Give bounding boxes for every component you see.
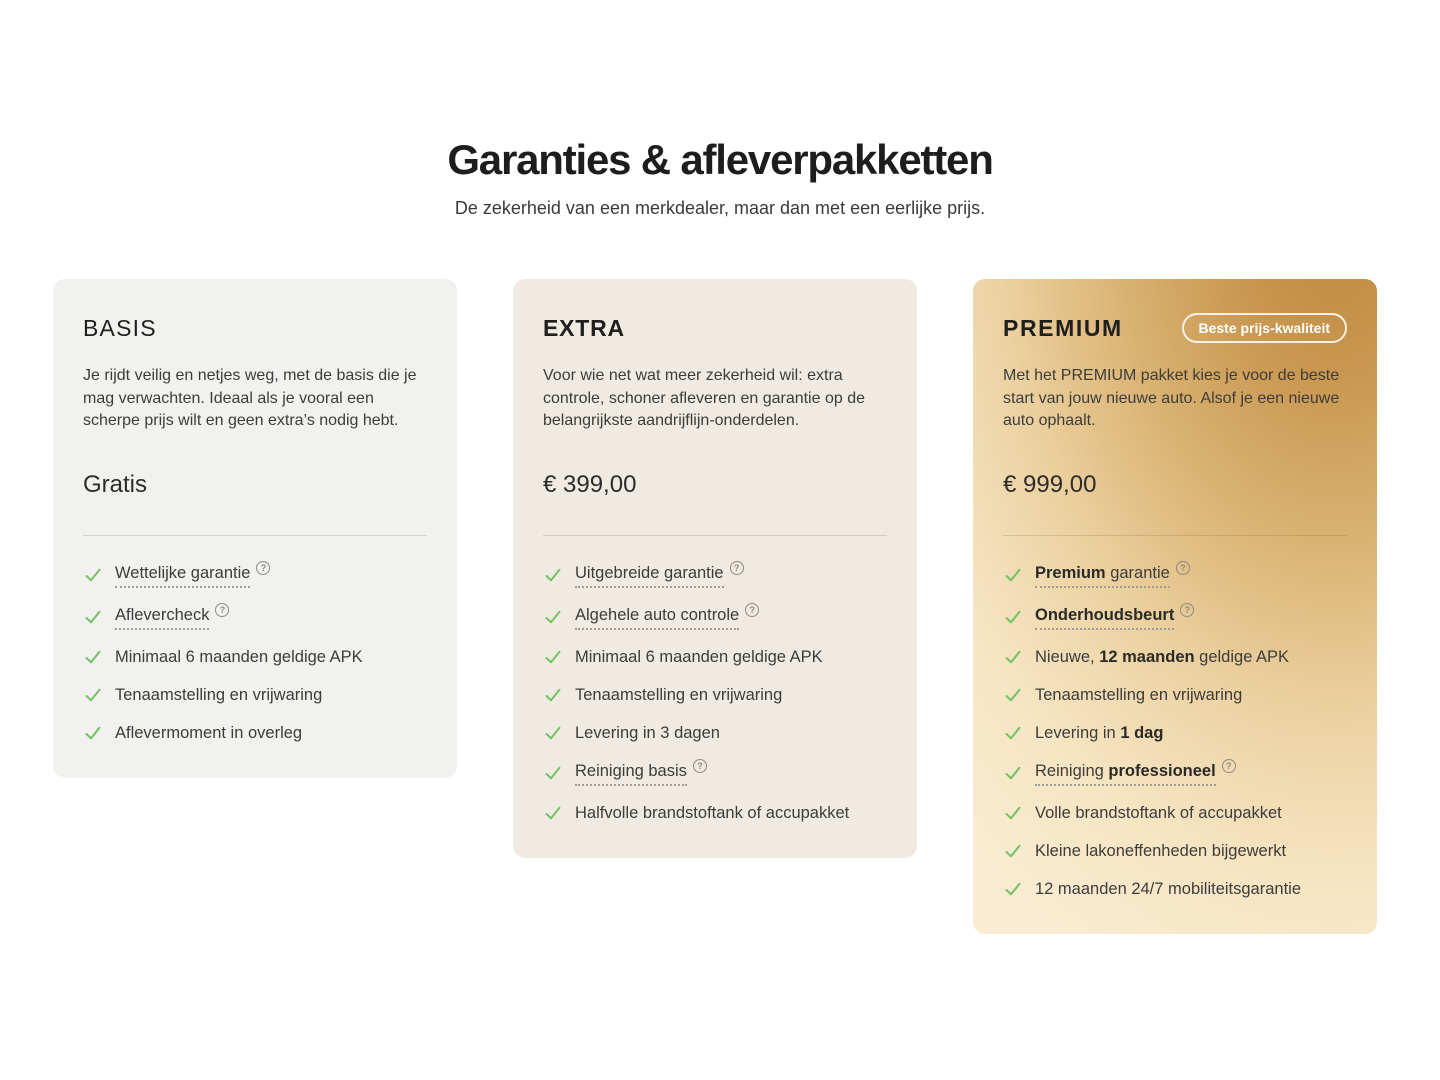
check-icon (83, 723, 103, 743)
feature-text (115, 722, 302, 744)
feature-item (83, 604, 427, 630)
feature-list (1003, 562, 1347, 900)
feature-text-segment: Kleine lakoneffenheden bijgewerkt (1035, 841, 1287, 860)
feature-item (83, 562, 427, 588)
help-icon[interactable]: ? (1176, 561, 1190, 575)
feature-item (1003, 604, 1347, 630)
check-icon (1003, 841, 1023, 861)
card-description: Met het PREMIUM pakket kies je voor de beste start van jouw nieuwe auto. Alsof je een nieuwe auto ophaalt. (1003, 367, 1340, 429)
feature-item (1003, 878, 1347, 900)
feature-text-segment: Reiniging basis (575, 761, 687, 780)
check-icon (1003, 723, 1023, 743)
feature-item (543, 562, 887, 588)
divider (543, 535, 887, 536)
feature-term-tooltip[interactable] (115, 562, 250, 588)
feature-text-segment: Levering in (1035, 723, 1121, 742)
feature-term-tooltip[interactable] (115, 604, 209, 630)
feature-item (543, 802, 887, 824)
feature-text-segment: garantie (1105, 563, 1170, 582)
feature-item (1003, 562, 1347, 588)
feature-item (1003, 760, 1347, 786)
feature-list (83, 562, 427, 744)
feature-item (543, 604, 887, 630)
check-icon (83, 685, 103, 705)
card-header (1003, 313, 1347, 343)
feature-text-segment: Halfvolle brandstoftank of accupakket (575, 803, 850, 822)
check-icon (543, 607, 563, 627)
feature-item (543, 684, 887, 706)
feature-text-segment: Wettelijke garantie (115, 563, 251, 582)
feature-text (1035, 684, 1242, 706)
feature-text-segment: Volle brandstoftank of accupakket (1035, 803, 1282, 822)
feature-text (1035, 722, 1163, 744)
feature-text-segment: Reiniging (1035, 761, 1109, 780)
feature-text (115, 646, 363, 668)
feature-text-segment: geldige APK (1194, 647, 1290, 666)
check-icon (543, 763, 563, 783)
feature-text-segment: 12 maanden 24/7 mobiliteitsgarantie (1035, 879, 1302, 898)
package-card-premium (973, 279, 1377, 934)
card-header (543, 313, 887, 343)
feature-item (83, 722, 427, 744)
card-description: Je rijdt veilig en netjes weg, met de basis die je mag verwachten. Ideaal als je vooral een scherpe prijs wilt en geen extra’s nodig hebt. (83, 367, 417, 429)
feature-text (1035, 840, 1286, 862)
feature-text-segment: Minimaal 6 maanden geldige APK (575, 647, 823, 666)
check-icon (543, 647, 563, 667)
help-icon[interactable]: ? (1180, 603, 1194, 617)
package-card-extra (513, 279, 917, 858)
check-icon (1003, 803, 1023, 823)
feature-bold-text: professioneel (1108, 761, 1216, 780)
feature-bold-text: 1 dag (1120, 723, 1164, 742)
divider (83, 535, 427, 536)
card-title-premium: PREMIUM (1003, 314, 1123, 341)
feature-term-tooltip[interactable] (1035, 604, 1174, 630)
feature-text (1035, 646, 1289, 668)
package-card-basis (53, 279, 457, 778)
help-icon[interactable]: ? (1222, 759, 1236, 773)
card-price: € 399,00 (543, 470, 637, 498)
check-icon (1003, 607, 1023, 627)
feature-text-segment: Levering in 3 dagen (575, 723, 720, 742)
card-title-basis: BASIS (83, 314, 157, 341)
feature-item (543, 722, 887, 744)
feature-text (1035, 802, 1282, 824)
help-icon[interactable]: ? (730, 561, 744, 575)
check-icon (1003, 647, 1023, 667)
feature-text (1035, 878, 1301, 900)
feature-item (83, 684, 427, 706)
feature-term-tooltip[interactable] (1035, 760, 1216, 786)
check-icon (543, 803, 563, 823)
feature-text (575, 722, 720, 744)
check-icon (83, 565, 103, 585)
feature-text (575, 646, 823, 668)
feature-item (1003, 840, 1347, 862)
card-price: € 999,00 (1003, 470, 1097, 498)
feature-term-tooltip[interactable] (575, 604, 739, 630)
feature-text-segment: Nieuwe, (1035, 647, 1100, 666)
feature-text-segment: Aflevermoment in overleg (115, 723, 303, 742)
feature-item (1003, 722, 1347, 744)
feature-list (543, 562, 887, 824)
help-icon[interactable]: ? (693, 759, 707, 773)
feature-item (1003, 802, 1347, 824)
check-icon (83, 647, 103, 667)
feature-item (1003, 646, 1347, 668)
feature-text-segment: Uitgebreide garantie (575, 563, 724, 582)
feature-bold-text: Premium (1035, 563, 1106, 582)
check-icon (1003, 685, 1023, 705)
page-subtitle: De zekerheid van een merkdealer, maar dan met een eerlijke prijs. (454, 198, 986, 218)
feature-text-segment: Minimaal 6 maanden geldige APK (115, 647, 363, 666)
card-price: Gratis (83, 470, 148, 498)
page-title: Garanties & afleverpakketten (447, 136, 993, 183)
feature-text (115, 684, 322, 706)
feature-term-tooltip[interactable] (575, 562, 724, 588)
check-icon (1003, 565, 1023, 585)
feature-text (575, 684, 782, 706)
feature-text-segment: Tenaamstelling en vrijwaring (1035, 685, 1243, 704)
help-icon[interactable]: ? (256, 561, 270, 575)
feature-item (543, 646, 887, 668)
check-icon (543, 723, 563, 743)
section-header (0, 0, 1440, 219)
feature-text (575, 802, 849, 824)
feature-term-tooltip[interactable] (575, 760, 687, 786)
feature-text-segment: Tenaamstelling en vrijwaring (575, 685, 783, 704)
check-icon (543, 685, 563, 705)
check-icon (1003, 763, 1023, 783)
card-header (83, 313, 427, 343)
feature-bold-text: 12 maanden (1099, 647, 1195, 666)
package-cards-row (0, 279, 1440, 934)
feature-term-tooltip[interactable] (1035, 562, 1170, 588)
divider (1003, 535, 1347, 536)
card-title-extra: EXTRA (543, 314, 625, 341)
feature-item (543, 760, 887, 786)
help-icon[interactable]: ? (745, 603, 759, 617)
feature-text-segment: Algehele auto controle (575, 605, 740, 624)
check-icon (83, 607, 103, 627)
feature-item (1003, 684, 1347, 706)
feature-text-segment: Tenaamstelling en vrijwaring (115, 685, 323, 704)
help-icon[interactable]: ? (215, 603, 229, 617)
feature-item (83, 646, 427, 668)
check-icon (1003, 879, 1023, 899)
card-description: Voor wie net wat meer zekerheid wil: extra controle, schoner afleveren en garantie op de belangrijkste aandrijflijn-onderdelen. (543, 367, 865, 429)
feature-text-segment: Aflevercheck (115, 605, 210, 624)
check-icon (543, 565, 563, 585)
best-value-badge: Beste prijs-kwaliteit (1182, 313, 1348, 343)
feature-bold-text: Onderhoudsbeurt (1035, 605, 1175, 624)
